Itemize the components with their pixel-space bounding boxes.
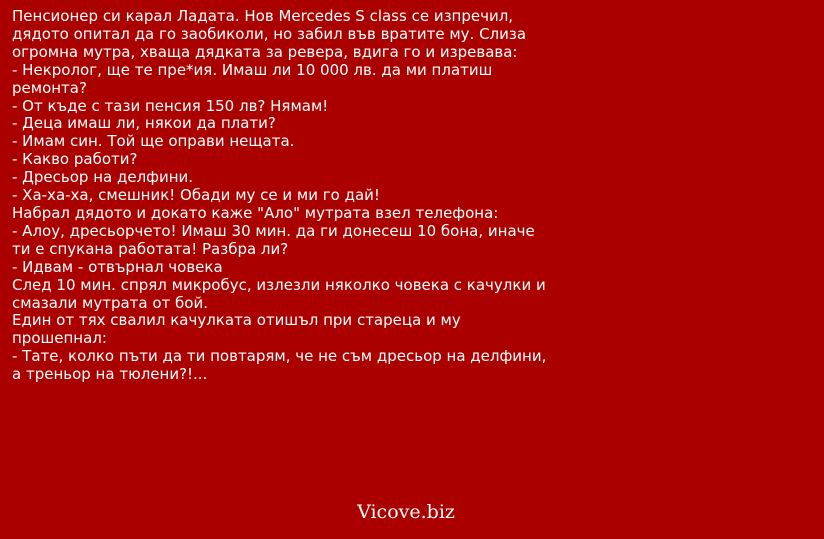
joke-line: ремонта?: [12, 78, 87, 97]
joke-line: а треньор на тюлени?!...: [12, 365, 208, 384]
joke-line: огромна мутра, хваща дядката за ревера, вдига го и изревава:: [12, 42, 518, 61]
joke-line: След 10 мин. спрял микробус, излезли няколко човека с качулки и: [12, 275, 546, 294]
joke-line: смазали мутрата от бой.: [12, 293, 208, 312]
joke-line: ти е спукана работата! Разбра ли?: [12, 239, 289, 258]
joke-line: - Деца имаш ли, някои да плати?: [12, 114, 276, 133]
joke-line: дядото опитал да го заобиколи, но забил във вратите му. Слиза: [12, 24, 527, 43]
joke-line: - Какво работи?: [12, 150, 138, 169]
joke-line: прошепнал:: [12, 329, 107, 348]
joke-line: - Идвам - отвърнал човека: [12, 257, 223, 276]
joke-line: - От къде с тази пенсия 150 лв? Нямам!: [12, 96, 329, 115]
joke-line: - Некролог, ще те пре*ия. Имаш ли 10 000 лв. да ми платиш: [12, 60, 493, 79]
joke-line: Набрал дядото и докато каже "Ало" мутрата взел телефона:: [12, 203, 499, 222]
joke-line: - Алоу, дресьорчето! Имаш 30 мин. да ги донесеш 10 бона, иначе: [12, 221, 535, 240]
joke-line: Един от тях свалил качулката отишъл при стареца и му: [12, 311, 461, 330]
joke-line: - Ха-ха-ха, смешник! Обади му се и ми го дай!: [12, 186, 380, 205]
joke-line: Пенсионер си карал Ладата. Нов Mercedes S class се изпречил,: [12, 7, 514, 25]
site-watermark: Vicove.biz: [357, 501, 455, 523]
joke-line: - Дресьор на делфини.: [12, 168, 194, 187]
joke-line: - Имам син. Той ще оправи нещата.: [12, 132, 295, 151]
joke-text: [12, 8, 592, 384]
joke-line: - Тате, колко пъти да ти повтарям, че не съм дресьор на делфини,: [12, 347, 547, 366]
